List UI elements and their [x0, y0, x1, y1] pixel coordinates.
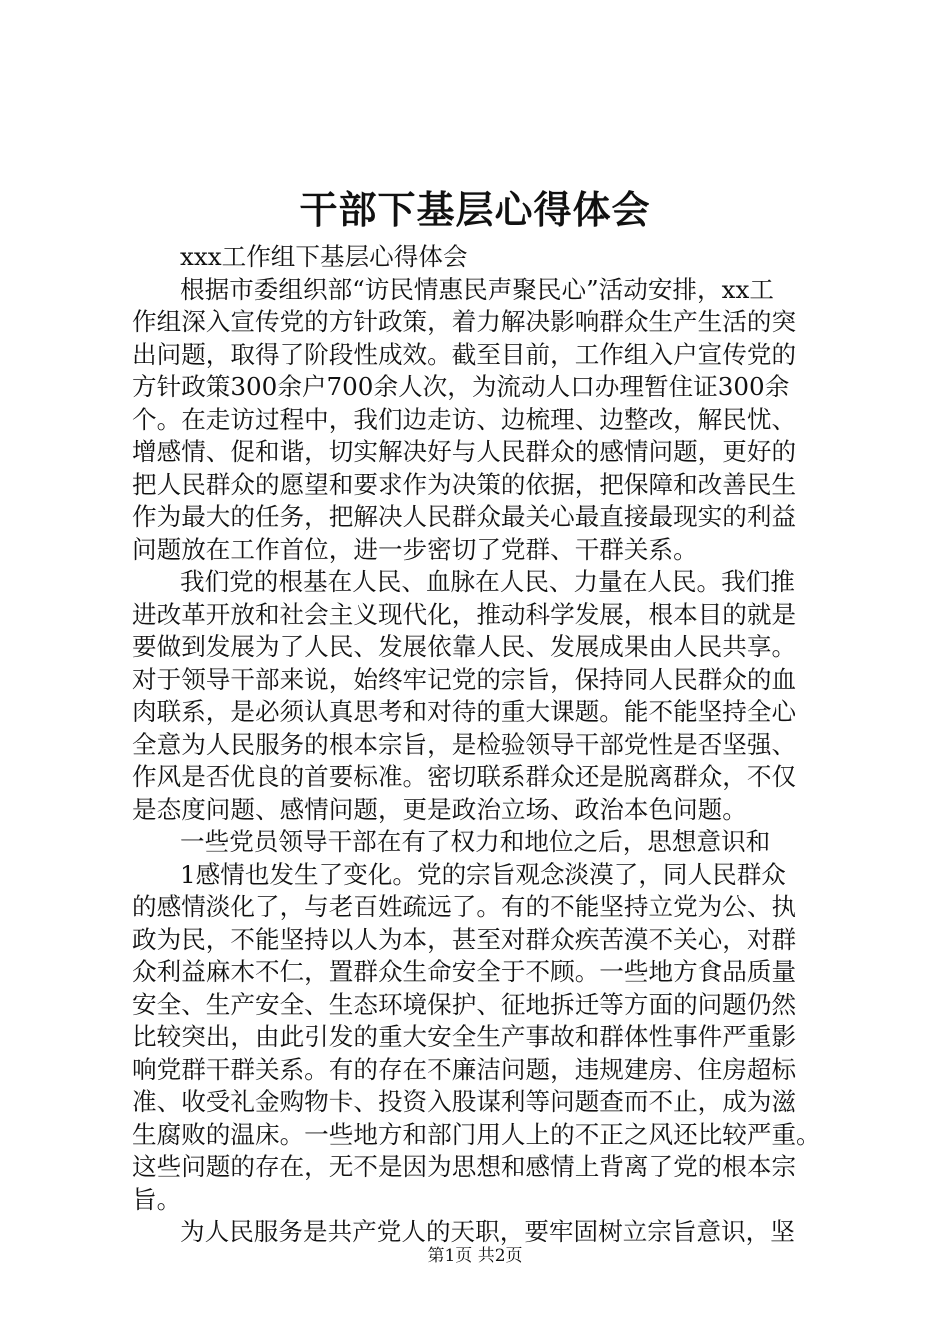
paragraph-line: 准、收受礼金购物卡、投资入股谋利等问题查而不止，成为滋 [132, 1087, 797, 1116]
paragraph-line: 安全、生产安全、生态环境保护、征地拆迁等方面的问题仍然 [132, 989, 797, 1019]
paragraph-line: 作风是否优良的首要标准。密切联系群众还是脱离群众，不仅 [132, 762, 797, 791]
paragraph-line: 要做到发展为了人民、发展依靠人民、发展成果由人民共享。 [132, 632, 797, 661]
paragraph-line: 全意为人民服务的根本宗旨，是检验领导干部党性是否坚强、 [132, 729, 797, 759]
paragraph-line: 个。在走访过程中，我们边走访、边梳理、边整改，解民忧、 [132, 404, 797, 434]
paragraph-line: 1感情也发生了变化。党的宗旨观念淡漠了，同人民群众 [180, 859, 786, 889]
paragraph-line: 比较突出，由此引发的重大安全生产事故和群体性事件严重影 [132, 1022, 797, 1051]
paragraph-line: 把人民群众的愿望和要求作为决策的依据，把保障和改善民生 [132, 469, 797, 499]
paragraph-line: 一些党员领导干部在有了权力和地位之后，思想意识和 [180, 827, 771, 856]
paragraph-line: 肉联系，是必须认真思考和对待的重大课题。能不能坚持全心 [132, 697, 797, 726]
document-title: 干部下基层心得体会 [299, 187, 651, 232]
paragraph-line: 出问题，取得了阶段性成效。截至目前，工作组入户宣传党的 [132, 339, 797, 369]
paragraph-line: 这些问题的存在，无不是因为思想和感情上背离了党的根本宗 [132, 1152, 797, 1181]
paragraph-line: 为人民服务是共产党人的天职，要牢固树立宗旨意识，坚 [180, 1217, 795, 1246]
paragraph-line: 方针政策300余户700余人次，为流动人口办理暂住证300余 [132, 372, 790, 401]
paragraph-line: 旨。 [132, 1184, 182, 1214]
paragraph-line: 根据市委组织部“访民情惠民声聚民心”活动安排，xx工 [180, 274, 774, 304]
paragraph-line: 政为民，不能坚持以人为本，甚至对群众疾苦漠不关心，对群 [132, 924, 797, 954]
paragraph-line: 问题放在工作首位，进一步密切了党群、干群关系。 [132, 534, 698, 564]
paragraph-line: xxx工作组下基层心得体会 [180, 242, 468, 271]
paragraph-line: 进改革开放和社会主义现代化，推动科学发展，根本目的就是 [132, 599, 797, 629]
paragraph-line: 作为最大的任务，把解决人民群众最关心最直接最现实的利益 [132, 502, 797, 531]
paragraph-line: 我们党的根基在人民、血脉在人民、力量在人民。我们推 [180, 567, 795, 596]
paragraph-line: 增感情、促和谐，切实解决好与人民群众的感情问题，更好的 [132, 437, 797, 466]
paragraph-line: 的感情淡化了，与老百姓疏远了。有的不能坚持立党为公、执 [132, 892, 797, 921]
paragraph-line: 作组深入宣传党的方针政策，着力解决影响群众生产生活的突 [132, 307, 797, 336]
paragraph-line: 生腐败的温床。一些地方和部门用人上的不正之风还比较严重。 [132, 1119, 821, 1149]
paragraph-line: 众利益麻木不仁，置群众生命安全于不顾。一些地方食品质量 [132, 957, 797, 986]
paragraph-line: 是态度问题、感情问题，更是政治立场、政治本色问题。 [132, 794, 747, 824]
paragraph-line: 响党群干群关系。有的存在不廉洁问题，违规建房、住房超标 [132, 1054, 797, 1084]
page-footer: 第1页 共2页 [427, 1246, 523, 1266]
paragraph-line: 对于领导干部来说，始终牢记党的宗旨，保持同人民群众的血 [132, 664, 797, 694]
